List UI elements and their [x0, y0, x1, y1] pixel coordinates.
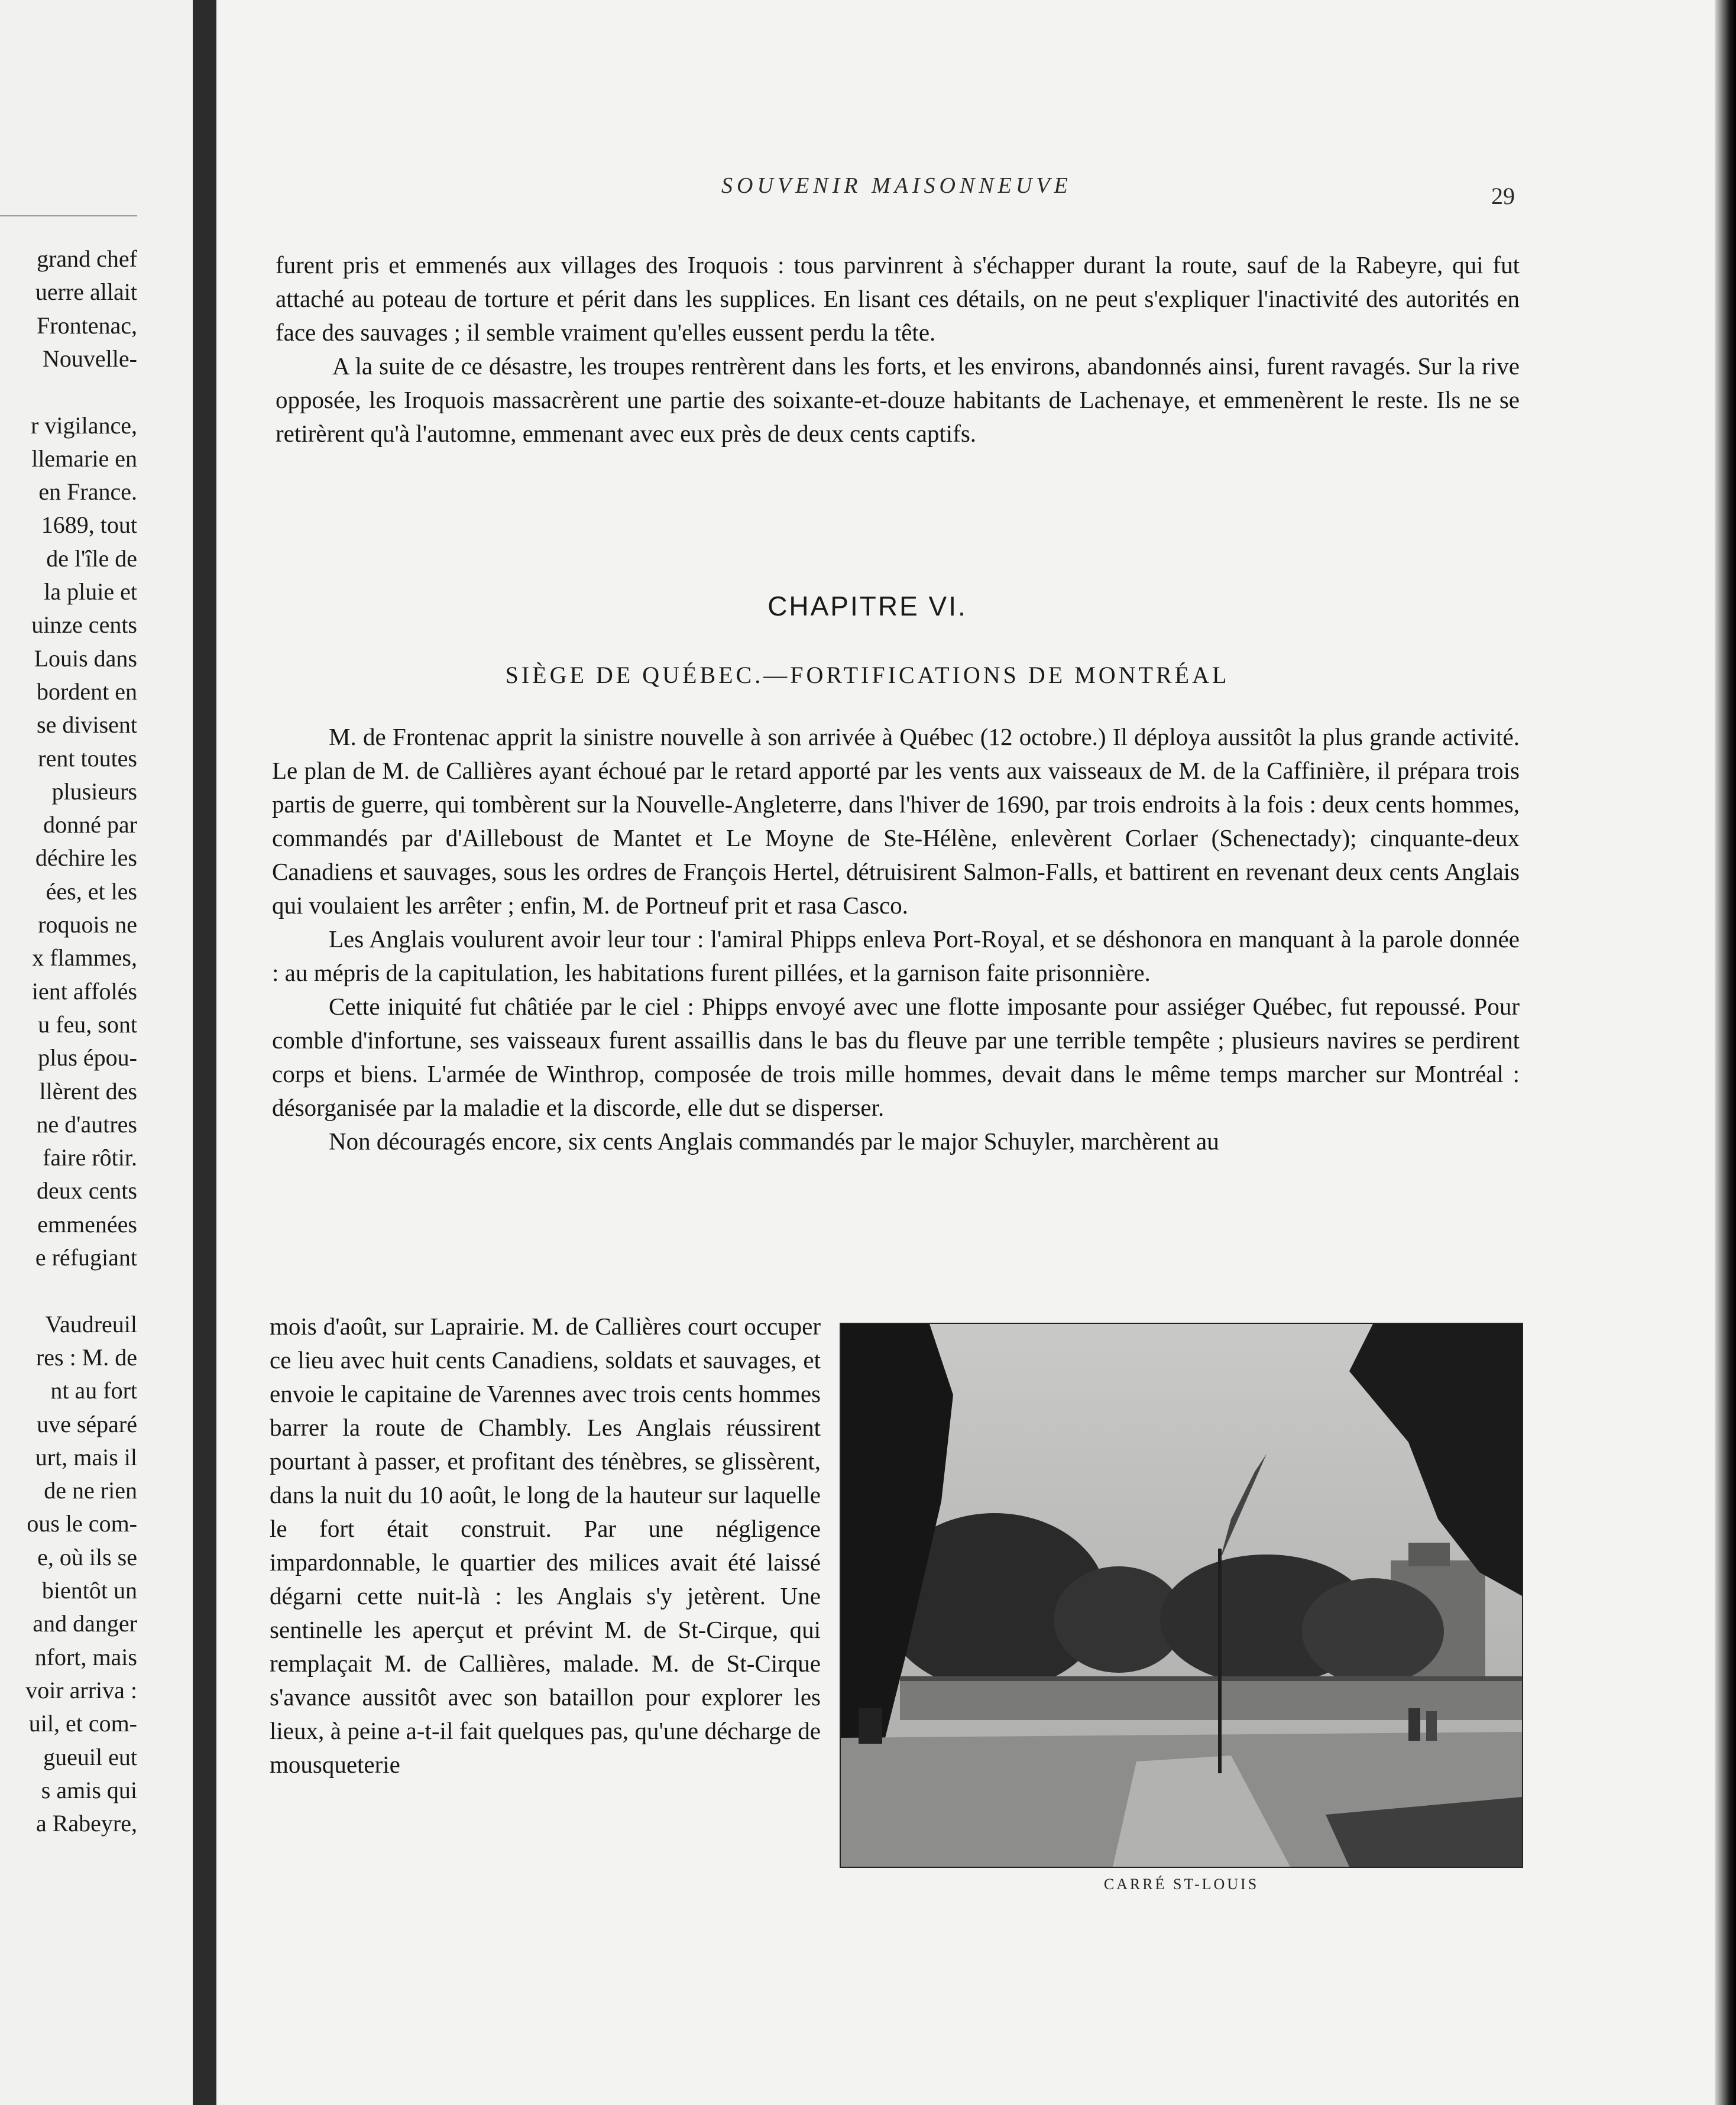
left-page-line: and danger — [33, 1610, 137, 1637]
left-page-line: rent toutes — [38, 744, 137, 772]
left-page-line: a Rabeyre, — [35, 1810, 137, 1837]
left-page-line: gueuil eut — [43, 1743, 137, 1770]
left-page-line: emmenées — [37, 1210, 137, 1238]
left-page-line: x flammes, — [32, 944, 137, 971]
left-page-line: e, où ils se — [37, 1543, 137, 1570]
left-page-line: u feu, sont — [38, 1011, 137, 1038]
left-page-line: voir arriva : — [25, 1676, 137, 1704]
paragraph: Non découragés encore, six cents Anglais commandés par le major Schuyler, marchèrent au — [329, 1128, 1219, 1155]
left-page-line: r vigilance, — [31, 412, 137, 439]
left-page-line: en France. — [38, 478, 137, 506]
left-page-line: uil, et com- — [28, 1710, 137, 1737]
left-page-line: llèrent des — [39, 1077, 137, 1105]
left-page-line: Louis dans — [34, 645, 137, 672]
left-page-line: ient affolés — [31, 977, 137, 1005]
paragraph: A la suite de ce désastre, les troupes rentrèrent dans les forts, et les environs, abandonnés ainsi, furent ravagés. Sur la rive opposée, les Iroquois massacrèrent une partie des soixante-et-douze habitants de Lachenaye, et emmenèrent le reste. Ils ne se retirèrent qu'à l'automne, emmenant avec eux près de deux cents captifs. — [276, 352, 1520, 447]
left-page-line: donné par — [43, 811, 137, 838]
paragraph: M. de Frontenac apprit la sinistre nouvelle à son arrivée à Québec (12 octobre.) Il déploya aussitôt la plus grande activité. Le plan de M. de Callières ayant échoué par le retard apporté par les vents aux vaisseaux de M. de la Caffinière, il prépara trois partis de guerre, qui tombèrent sur la Nouvelle-Angleterre, dans l'hiver de 1690, par trois endroits à la fois : deux cents hommes, commandés par d'Ailleboust de Mantet et Le Moyne de Ste-Hélène, enlevèrent Corlaer (Schenectady); cinquante-deux Canadiens et sauvages, sous les ordres de François Hertel, détruisirent Salmon-Falls, et battirent en revenant deux cents Anglais qui voulaient les arrêter ; enfin, M. de Portneuf prit et rasa Casco. — [272, 723, 1520, 919]
left-page-line: de l'île de — [46, 545, 137, 572]
column-text — [270, 1310, 821, 1782]
left-page-line: Nouvelle- — [43, 345, 137, 372]
left-page-line: ous le com- — [27, 1510, 137, 1537]
left-page-line: de ne rien — [44, 1477, 137, 1504]
left-page-line: bientôt un — [41, 1577, 137, 1604]
book-spine — [193, 0, 216, 2105]
paragraph: Les Anglais voulurent avoir leur tour : l'amiral Phipps enleva Port-Royal, et se déshonora en manquant à la parole donnée : au mépris de la capitulation, les habitations furent pillées, et la garnison faite prisonnière. — [272, 925, 1520, 986]
left-page-line: nt au fort — [50, 1377, 137, 1404]
left-page-line: plus épou- — [38, 1044, 137, 1071]
left-page-line: s amis qui — [41, 1776, 137, 1803]
left-page-line: deux cents — [37, 1177, 137, 1204]
left-page-line: llemarie en — [31, 445, 137, 472]
left-page-line: faire rôtir. — [43, 1144, 137, 1171]
chapter-subtitle: SIÈGE DE QUÉBEC.—FORTIFICATIONS DE MONTRÉAL — [505, 662, 1230, 688]
paragraph: furent pris et emmenés aux villages des Iroquois : tous parvinrent à s'échapper durant la route, sauf de la Rabeyre, qui fut attaché au poteau de torture et périt dans les supplices. En lisant ces détails, on ne peut s'expliquer l'inactivité des autorités en face des sauvages ; il semble vraiment qu'elles eussent perdu la tête. — [276, 251, 1520, 346]
left-page-line: Frontenac, — [37, 312, 137, 339]
left-page-line: 1689, tout — [41, 511, 137, 539]
paragraph: Cette iniquité fut châtiée par le ciel : Phipps envoyé avec une flotte imposante pour assiéger Québec, fut repoussé. Pour comble d'infortune, ses vaisseaux furent assaillis dans le bas du fleuve par une terrible tempête ; plusieurs navires se perdirent corps et biens. L'armée de Winthrop, composée de trois mille hommes, devait dans le même temps marcher sur Montréal : désorganisée par la maladie et la discorde, elle dut se disperser. — [272, 993, 1520, 1121]
page-edge-shadow — [1715, 0, 1736, 2105]
left-page-line: roquois ne — [38, 911, 137, 938]
left-page-line: plusieurs — [51, 778, 137, 805]
left-page-line: uerre allait — [35, 278, 137, 306]
park-photo-image — [841, 1324, 1522, 1867]
left-page-line: ées, et les — [46, 877, 137, 905]
left-page-rule — [0, 215, 137, 216]
left-page-line: nfort, mais — [34, 1643, 137, 1670]
left-page-line: uinze cents — [31, 611, 137, 639]
left-page-line: bordent en — [37, 678, 137, 705]
left-page-line: la pluie et — [44, 578, 137, 605]
running-head: SOUVENIR MAISONNEUVE — [721, 173, 1072, 198]
paragraph: mois d'août, sur Laprairie. M. de Callières court occuper ce lieu avec huit cents Canadiens, soldats et sauvages, et envoie le capitaine de Varennes avec trois cents hommes barrer la route de Chambly. Les Anglais réussirent pourtant à passer, et profitant des ténèbres, se glissèrent, dans la nuit du 10 août, le long de la hauteur sur laquelle le fort était construit. Par une négligence impardonnable, le quartier des milices avait été laissé dégarni cette nuit-là : les Anglais s'y jetèrent. Une sentinelle les aperçut et prévint M. de St-Cirque, qui remplaçait M. de Callières, malade. M. de St-Cirque s'avance aussitôt avec son bataillon pour explorer les lieux, à peine a-t-il fait quelques pas, qu'une décharge de mousqueterie — [270, 1313, 821, 1778]
left-page-line: uve séparé — [37, 1410, 137, 1437]
left-page-line: e réfugiant — [35, 1244, 137, 1271]
page-number: 29 — [1491, 183, 1515, 209]
photo-carre-st-louis — [840, 1323, 1523, 1868]
left-page-line: ne d'autres — [36, 1110, 137, 1138]
chapter-title: CHAPITRE VI. — [767, 591, 967, 621]
top-text — [276, 248, 1520, 451]
left-facing-page — [0, 0, 196, 2105]
left-page-line: se divisent — [37, 711, 137, 739]
left-page-line: Vaudreuil — [45, 1310, 137, 1338]
left-page-line: grand chef — [37, 245, 137, 272]
main-text — [272, 720, 1520, 1158]
left-page-line: res : M. de — [35, 1343, 137, 1371]
left-page-line: urt, mais il — [35, 1443, 137, 1471]
photo-caption: CARRÉ ST-LOUIS — [1103, 1876, 1259, 1893]
left-page-line: déchire les — [35, 844, 137, 872]
